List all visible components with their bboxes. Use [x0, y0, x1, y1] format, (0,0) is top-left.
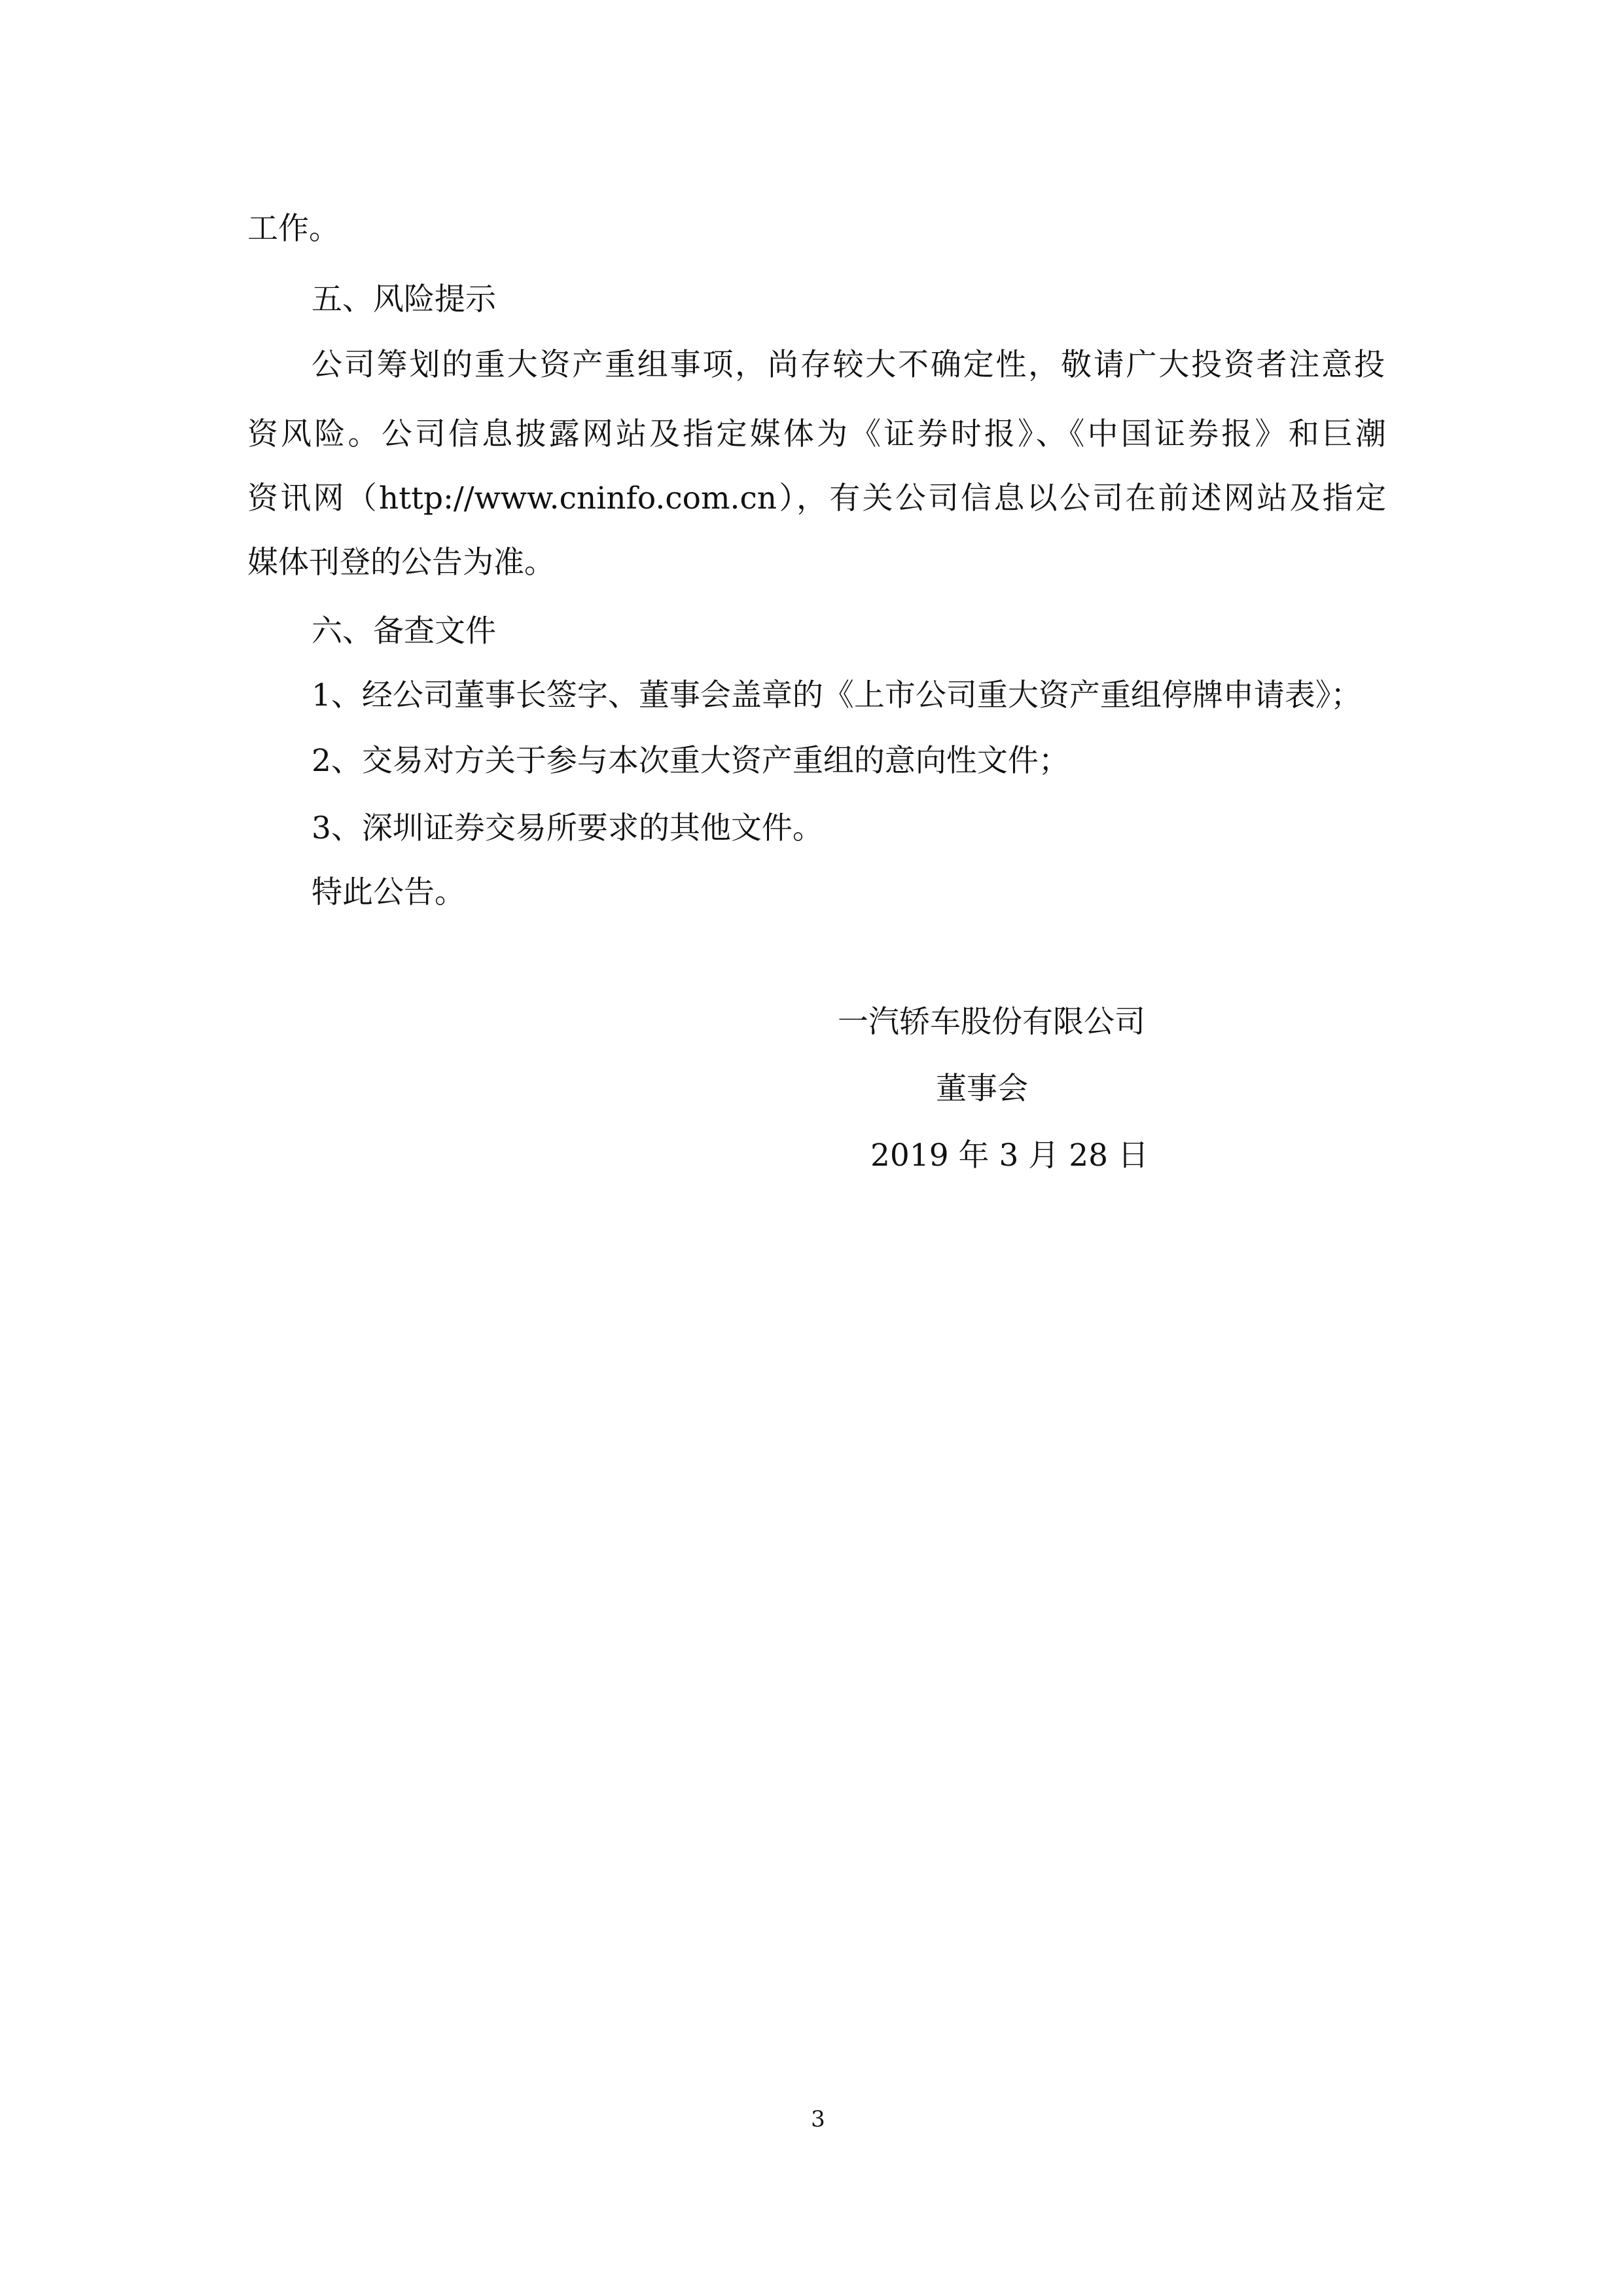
paragraph-continuation: 工作。 — [247, 211, 340, 247]
risk-paragraph-line-3: 资讯网（http://www.cninfo.com.cn），有关公司信息以公司在前述网站及指定 — [247, 480, 1386, 516]
closing-statement: 特此公告。 — [312, 874, 465, 910]
signature-company: 一汽轿车股份有限公司 — [838, 1004, 1145, 1040]
section-heading-documents: 六、备查文件 — [312, 613, 496, 649]
document-item-3: 3、深圳证券交易所要求的其他文件。 — [312, 810, 823, 846]
risk-paragraph-line-1: 公司筹划的重大资产重组事项，尚存较大不确定性，敬请广大投资者注意投 — [312, 347, 1385, 383]
risk-paragraph-line-2: 资风险。公司信息披露网站及指定媒体为《证券时报》、《中国证券报》和巨潮 — [247, 416, 1386, 452]
signature-board: 董事会 — [936, 1071, 1028, 1107]
page-number: 3 — [811, 2106, 825, 2132]
document-item-1: 1、经公司董事长签字、董事会盖章的《上市公司重大资产重组停牌申请表》； — [312, 677, 1362, 713]
signature-date: 2019 年 3 月 28 日 — [870, 1138, 1149, 1174]
document-item-2: 2、交易对方关于参与本次重大资产重组的意向性文件； — [312, 743, 1069, 779]
risk-paragraph-line-4: 媒体刊登的公告为准。 — [247, 545, 555, 581]
section-heading-risk: 五、风险提示 — [312, 281, 496, 317]
